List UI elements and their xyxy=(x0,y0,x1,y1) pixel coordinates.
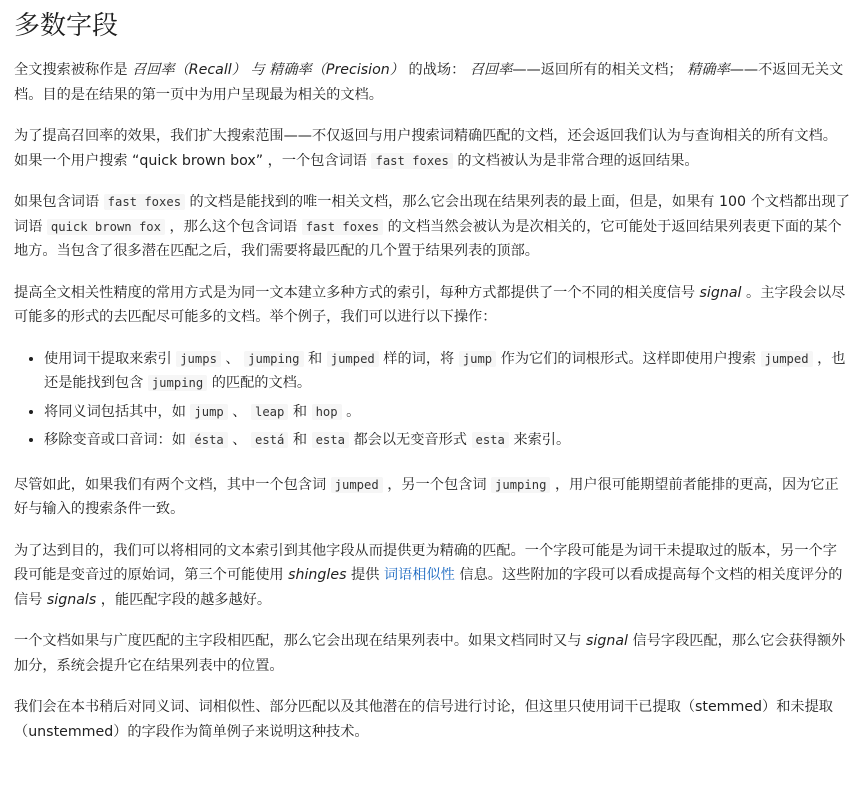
text: 信号字段匹配，那么它会获得额外加分，系统会提升它在结果列表中的位置。 xyxy=(14,633,846,674)
paragraph-1 xyxy=(14,58,850,107)
inline-code: fast foxes xyxy=(104,194,185,210)
text: 与 xyxy=(250,62,265,78)
paragraph-8 xyxy=(14,695,850,744)
text: ——返回所有的相关文档； xyxy=(512,62,683,78)
text: ，也还是能找到包含 xyxy=(44,350,846,391)
text: 的文档当然会被认为是次相关的，它可能处于返回结果列表更下面的某个地方。当包含了很多潜在匹配之后，我们需要将最匹配的几个置于结果列表的顶部。 xyxy=(14,218,842,259)
signal-term: signal xyxy=(586,633,628,649)
text: 和 xyxy=(308,350,323,367)
text: 信息。这些附加的字段可以看成提高每个文档的相关度评分的信号 xyxy=(14,567,843,608)
inline-code: esta xyxy=(472,432,509,448)
list-item xyxy=(44,428,850,453)
text: ，另一个包含词 xyxy=(387,476,487,493)
inline-code: jumped xyxy=(761,351,813,367)
text: 为了达到目的，我们可以将相同的文本索引到其他字段从而提供更为精确的匹配。一个字段可能是为词干未提取过的版本，另一个字段可能是变音过的原始词，第三个可能使用 xyxy=(14,542,837,583)
text: 的文档被认为是非常合理的返回结果。 xyxy=(457,152,699,169)
text: ，那么这个包含词语 xyxy=(169,218,298,235)
inline-code: fast foxes xyxy=(302,219,383,235)
inline-code: jumping xyxy=(148,375,207,391)
operation-list xyxy=(14,347,850,453)
recall-term: 召回率（Recall） xyxy=(132,62,246,78)
text: 的匹配的文档。 xyxy=(211,375,312,391)
inline-code: fast foxes xyxy=(371,153,452,169)
text: 、 xyxy=(225,350,240,367)
paragraph-6 xyxy=(14,539,850,613)
text: 提高全文相关性精度的常用方式是为同一文本建立多种方式的索引，每种方式都提供了一个不同的相关度信号 xyxy=(14,284,696,301)
text: 。主字段会以尽可能多的形式的去匹配尽可能多的文档。举个例子，我们可以进行以下操作： xyxy=(14,284,846,325)
text: 作为它们的词根形式。这样即使用户搜索 xyxy=(500,350,757,367)
page-title: 多数字段 xyxy=(14,11,119,41)
inline-code: jumped xyxy=(331,477,383,493)
inline-code: quick brown fox xyxy=(47,219,165,235)
text: 样的词，将 xyxy=(383,350,455,367)
word-similarity-link[interactable]: 词语相似性 xyxy=(383,567,455,583)
recall-em: 召回率 xyxy=(469,62,513,78)
inline-code: jumps xyxy=(176,351,221,367)
text: 将同义词包括其中，如 xyxy=(44,403,186,420)
inline-code: esta xyxy=(312,432,349,448)
inline-code: está xyxy=(251,432,288,448)
text: 一个文档如果与广度匹配的主字段相匹配，那么它会出现在结果列表中。如果文档同时又与 xyxy=(14,633,582,649)
text: 的文档是能找到的唯一相关文档，那么它会出现在结果列表的最上面，但是，如果有 100 个文档都出现了词语 xyxy=(14,194,850,235)
inline-code: hop xyxy=(312,404,342,420)
paragraph-5 xyxy=(14,473,850,522)
text: 为了提高召回率的效果，我们扩大搜索范围——不仅返回与用户搜索词精确匹配的文档，还会返回我们认为与查询相关的所有文档。如果一个用户搜索 “quick brown box” ，一个包含词语 xyxy=(14,128,837,169)
text: 、 xyxy=(232,403,247,420)
text: 、 xyxy=(232,432,247,448)
text: 我们会在本书稍后对同义词、词相似性、部分匹配以及其他潜在的信号进行讨论，但这里只使用词干已提取（stemmed）和未提取（unstemmed）的字段作为简单例子来说明这种技术。 xyxy=(14,699,833,740)
text: 来索引。 xyxy=(513,432,571,448)
precision-em: 精确率 xyxy=(687,62,730,78)
text: ，能匹配字段的越多越好。 xyxy=(100,591,272,608)
precision-term: 精确率（Precision） xyxy=(269,62,404,78)
paragraph-7 xyxy=(14,629,850,678)
inline-code: jumping xyxy=(491,477,550,493)
signal-term: signal xyxy=(699,284,742,301)
text: 如果包含词语 xyxy=(14,194,100,210)
text: ，用户很可能期望前者能排的更高，因为它正好与输入的搜索条件一致。 xyxy=(14,476,839,517)
inline-code: leap xyxy=(251,404,288,420)
text: 全文搜索被称作是 xyxy=(14,62,128,78)
paragraph-2 xyxy=(14,124,850,173)
text: 尽管如此，如果我们有两个文档，其中一个包含词 xyxy=(14,476,327,493)
shingles-term: shingles xyxy=(288,567,347,583)
text: 。 xyxy=(346,403,361,420)
inline-code: ésta xyxy=(190,432,227,448)
signals-term: signals xyxy=(46,591,97,608)
text: 的战场： xyxy=(408,62,466,78)
paragraph-3 xyxy=(14,190,850,264)
text: 提供 xyxy=(351,567,380,583)
text: 和 xyxy=(292,403,308,420)
inline-code: jump xyxy=(190,404,227,420)
text: ——不返回无关文档。目的是在结果的第一页中为用户呈现最为相关的文档。 xyxy=(14,62,844,103)
paragraph-4 xyxy=(14,281,850,330)
text: 使用词干提取来索引 xyxy=(44,350,172,367)
inline-code: jumping xyxy=(244,351,303,367)
list-item xyxy=(44,347,850,396)
inline-code: jump xyxy=(459,351,496,367)
text: 和 xyxy=(292,432,308,448)
list-item xyxy=(44,400,850,425)
inline-code: jumped xyxy=(327,351,379,367)
text: 都会以无变音形式 xyxy=(353,432,467,448)
text: 移除变音或口音词：如 xyxy=(44,432,186,448)
